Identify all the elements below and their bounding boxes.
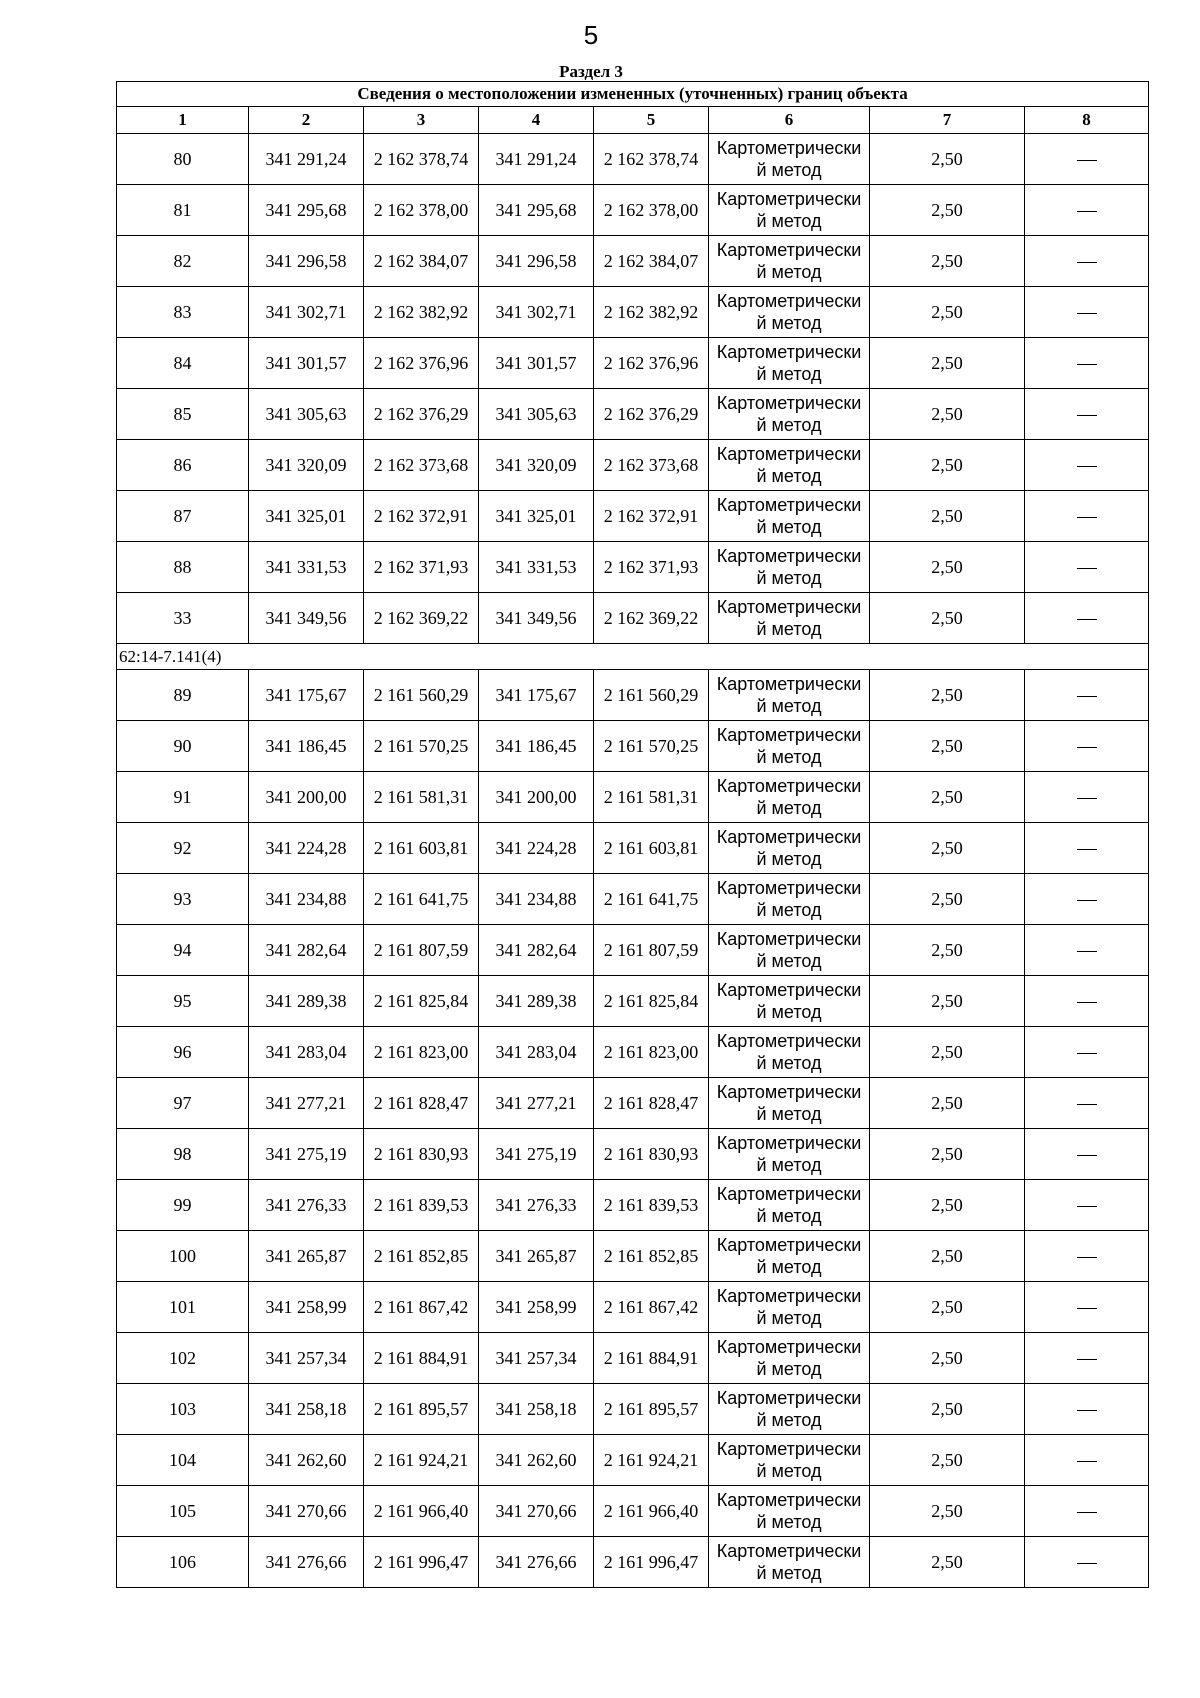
x-new-cell: 341 295,68 (479, 185, 594, 236)
method-cell: Картометрически й метод (709, 491, 870, 542)
accuracy-cell: 2,50 (870, 389, 1025, 440)
x-old-cell: 341 270,66 (249, 1486, 364, 1537)
x-new-cell: 341 200,00 (479, 772, 594, 823)
table-row (117, 1486, 1149, 1537)
x-new-cell: 341 331,53 (479, 542, 594, 593)
page-number: 5 (583, 20, 599, 50)
y-old-cell: 2 161 996,47 (364, 1537, 479, 1588)
x-new-cell: 341 276,33 (479, 1180, 594, 1231)
point-number-cell: 80 (117, 134, 249, 185)
x-new-cell: 341 289,38 (479, 976, 594, 1027)
x-new-cell: 341 234,88 (479, 874, 594, 925)
point-number-cell: 98 (117, 1129, 249, 1180)
x-old-cell: 341 262,60 (249, 1435, 364, 1486)
dash-mark (1077, 747, 1097, 748)
y-new-cell: 2 161 641,75 (594, 874, 709, 925)
y-new-cell: 2 161 823,00 (594, 1027, 709, 1078)
y-old-cell: 2 162 382,92 (364, 287, 479, 338)
y-old-cell: 2 162 373,68 (364, 440, 479, 491)
dash-mark (1077, 211, 1097, 212)
y-old-cell: 2 161 581,31 (364, 772, 479, 823)
point-number-cell: 104 (117, 1435, 249, 1486)
y-old-cell: 2 161 825,84 (364, 976, 479, 1027)
x-new-cell: 341 291,24 (479, 134, 594, 185)
method-cell: Картометрически й метод (709, 542, 870, 593)
y-old-cell: 2 161 884,91 (364, 1333, 479, 1384)
y-new-cell: 2 162 373,68 (594, 440, 709, 491)
y-old-cell: 2 162 378,74 (364, 134, 479, 185)
description-cell (1025, 491, 1149, 542)
dash-mark (1077, 849, 1097, 850)
dash-mark (1077, 1002, 1097, 1003)
accuracy-cell: 2,50 (870, 491, 1025, 542)
accuracy-cell: 2,50 (870, 772, 1025, 823)
x-new-cell: 341 320,09 (479, 440, 594, 491)
method-cell: Картометрически й метод (709, 1027, 870, 1078)
y-new-cell: 2 161 807,59 (594, 925, 709, 976)
dash-mark (1077, 364, 1097, 365)
point-number-cell: 96 (117, 1027, 249, 1078)
x-old-cell: 341 258,99 (249, 1282, 364, 1333)
method-cell: Картометрически й метод (709, 236, 870, 287)
y-old-cell: 2 162 378,00 (364, 185, 479, 236)
y-new-cell: 2 162 372,91 (594, 491, 709, 542)
table-row (117, 874, 1149, 925)
y-new-cell: 2 161 895,57 (594, 1384, 709, 1435)
description-cell (1025, 440, 1149, 491)
x-old-cell: 341 320,09 (249, 440, 364, 491)
table-row (117, 185, 1149, 236)
method-cell: Картометрически й метод (709, 721, 870, 772)
y-new-cell: 2 162 371,93 (594, 542, 709, 593)
y-new-cell: 2 161 867,42 (594, 1282, 709, 1333)
table-row (117, 389, 1149, 440)
x-new-cell: 341 224,28 (479, 823, 594, 874)
column-number-4: 4 (479, 107, 594, 134)
table-row (117, 1078, 1149, 1129)
x-old-cell: 341 258,18 (249, 1384, 364, 1435)
y-old-cell: 2 161 830,93 (364, 1129, 479, 1180)
method-cell: Картометрически й метод (709, 134, 870, 185)
column-number-1: 1 (117, 107, 249, 134)
table-row (117, 236, 1149, 287)
x-old-cell: 341 283,04 (249, 1027, 364, 1078)
method-cell: Картометрически й метод (709, 874, 870, 925)
y-new-cell: 2 161 924,21 (594, 1435, 709, 1486)
y-new-cell: 2 161 852,85 (594, 1231, 709, 1282)
point-number-cell: 90 (117, 721, 249, 772)
point-number-cell: 82 (117, 236, 249, 287)
table-row (117, 823, 1149, 874)
x-old-cell: 341 301,57 (249, 338, 364, 389)
column-number-5: 5 (594, 107, 709, 134)
y-new-cell: 2 161 996,47 (594, 1537, 709, 1588)
x-old-cell: 341 234,88 (249, 874, 364, 925)
point-number-cell: 94 (117, 925, 249, 976)
y-new-cell: 2 162 378,00 (594, 185, 709, 236)
dash-mark (1077, 619, 1097, 620)
column-number-row (117, 107, 1149, 134)
y-new-cell: 2 161 884,91 (594, 1333, 709, 1384)
x-new-cell: 341 186,45 (479, 721, 594, 772)
y-old-cell: 2 162 384,07 (364, 236, 479, 287)
accuracy-cell: 2,50 (870, 1435, 1025, 1486)
x-new-cell: 341 270,66 (479, 1486, 594, 1537)
accuracy-cell: 2,50 (870, 874, 1025, 925)
x-old-cell: 341 331,53 (249, 542, 364, 593)
dash-mark (1077, 1308, 1097, 1309)
y-old-cell: 2 162 372,91 (364, 491, 479, 542)
dash-mark (1077, 900, 1097, 901)
description-cell (1025, 1078, 1149, 1129)
dash-mark (1077, 1563, 1097, 1564)
accuracy-cell: 2,50 (870, 1333, 1025, 1384)
table-row (117, 1333, 1149, 1384)
x-new-cell: 341 282,64 (479, 925, 594, 976)
y-old-cell: 2 161 807,59 (364, 925, 479, 976)
description-cell (1025, 1282, 1149, 1333)
description-cell (1025, 1129, 1149, 1180)
method-cell: Картометрически й метод (709, 185, 870, 236)
description-cell (1025, 134, 1149, 185)
description-cell (1025, 1435, 1149, 1486)
group-label: 62:14-7.141(4) (117, 644, 1149, 670)
table-row (117, 440, 1149, 491)
x-new-cell: 341 257,34 (479, 1333, 594, 1384)
x-new-cell: 341 302,71 (479, 287, 594, 338)
x-new-cell: 341 175,67 (479, 670, 594, 721)
column-number-3: 3 (364, 107, 479, 134)
method-cell: Картометрически й метод (709, 287, 870, 338)
y-new-cell: 2 162 376,29 (594, 389, 709, 440)
accuracy-cell: 2,50 (870, 1384, 1025, 1435)
y-new-cell: 2 162 378,74 (594, 134, 709, 185)
group-row (117, 644, 1149, 670)
y-old-cell: 2 161 966,40 (364, 1486, 479, 1537)
y-old-cell: 2 161 839,53 (364, 1180, 479, 1231)
table-row (117, 542, 1149, 593)
table-row (117, 1537, 1149, 1588)
description-cell (1025, 338, 1149, 389)
x-new-cell: 341 275,19 (479, 1129, 594, 1180)
column-number-2: 2 (249, 107, 364, 134)
point-number-cell: 91 (117, 772, 249, 823)
method-cell: Картометрически й метод (709, 1435, 870, 1486)
x-old-cell: 341 289,38 (249, 976, 364, 1027)
description-cell (1025, 721, 1149, 772)
accuracy-cell: 2,50 (870, 1078, 1025, 1129)
accuracy-cell: 2,50 (870, 1282, 1025, 1333)
x-old-cell: 341 275,19 (249, 1129, 364, 1180)
y-new-cell: 2 162 376,96 (594, 338, 709, 389)
accuracy-cell: 2,50 (870, 236, 1025, 287)
point-number-cell: 84 (117, 338, 249, 389)
accuracy-cell: 2,50 (870, 542, 1025, 593)
y-new-cell: 2 161 570,25 (594, 721, 709, 772)
point-number-cell: 88 (117, 542, 249, 593)
accuracy-cell: 2,50 (870, 1027, 1025, 1078)
point-number-cell: 81 (117, 185, 249, 236)
x-old-cell: 341 349,56 (249, 593, 364, 644)
method-cell: Картометрически й метод (709, 440, 870, 491)
dash-mark (1077, 466, 1097, 467)
y-old-cell: 2 162 376,96 (364, 338, 479, 389)
y-old-cell: 2 161 895,57 (364, 1384, 479, 1435)
accuracy-cell: 2,50 (870, 976, 1025, 1027)
point-number-cell: 101 (117, 1282, 249, 1333)
x-old-cell: 341 265,87 (249, 1231, 364, 1282)
accuracy-cell: 2,50 (870, 1486, 1025, 1537)
table-row (117, 1180, 1149, 1231)
point-number-cell: 87 (117, 491, 249, 542)
description-cell (1025, 1180, 1149, 1231)
x-new-cell: 341 296,58 (479, 236, 594, 287)
y-old-cell: 2 161 823,00 (364, 1027, 479, 1078)
dash-mark (1077, 1053, 1097, 1054)
y-old-cell: 2 162 371,93 (364, 542, 479, 593)
accuracy-cell: 2,50 (870, 925, 1025, 976)
x-old-cell: 341 200,00 (249, 772, 364, 823)
accuracy-cell: 2,50 (870, 338, 1025, 389)
point-number-cell: 102 (117, 1333, 249, 1384)
table-row (117, 925, 1149, 976)
description-cell (1025, 1231, 1149, 1282)
description-cell (1025, 236, 1149, 287)
point-number-cell: 89 (117, 670, 249, 721)
method-cell: Картометрически й метод (709, 1282, 870, 1333)
table-row (117, 721, 1149, 772)
description-cell (1025, 976, 1149, 1027)
point-number-cell: 93 (117, 874, 249, 925)
dash-mark (1077, 517, 1097, 518)
description-cell (1025, 925, 1149, 976)
dash-mark (1077, 160, 1097, 161)
dash-mark (1077, 415, 1097, 416)
column-number-8: 8 (1025, 107, 1149, 134)
accuracy-cell: 2,50 (870, 721, 1025, 772)
x-old-cell: 341 302,71 (249, 287, 364, 338)
y-new-cell: 2 161 560,29 (594, 670, 709, 721)
dash-mark (1077, 313, 1097, 314)
boundary-points-table (116, 81, 1149, 1588)
y-new-cell: 2 161 830,93 (594, 1129, 709, 1180)
y-new-cell: 2 162 369,22 (594, 593, 709, 644)
method-cell: Картометрически й метод (709, 1180, 870, 1231)
y-old-cell: 2 161 828,47 (364, 1078, 479, 1129)
method-cell: Картометрически й метод (709, 1333, 870, 1384)
section-title: Раздел 3 (559, 62, 623, 81)
x-old-cell: 341 282,64 (249, 925, 364, 976)
dash-mark (1077, 696, 1097, 697)
y-new-cell: 2 161 603,81 (594, 823, 709, 874)
accuracy-cell: 2,50 (870, 670, 1025, 721)
table-row (117, 1384, 1149, 1435)
accuracy-cell: 2,50 (870, 1231, 1025, 1282)
x-new-cell: 341 276,66 (479, 1537, 594, 1588)
x-old-cell: 341 291,24 (249, 134, 364, 185)
dash-mark (1077, 1155, 1097, 1156)
point-number-cell: 99 (117, 1180, 249, 1231)
description-cell (1025, 670, 1149, 721)
y-old-cell: 2 161 641,75 (364, 874, 479, 925)
table-row (117, 1027, 1149, 1078)
x-old-cell: 341 276,33 (249, 1180, 364, 1231)
x-new-cell: 341 349,56 (479, 593, 594, 644)
x-new-cell: 341 283,04 (479, 1027, 594, 1078)
dash-mark (1077, 1104, 1097, 1105)
method-cell: Картометрически й метод (709, 823, 870, 874)
table-row (117, 593, 1149, 644)
dash-mark (1077, 1206, 1097, 1207)
table-row (117, 1282, 1149, 1333)
description-cell (1025, 287, 1149, 338)
method-cell: Картометрически й метод (709, 389, 870, 440)
method-cell: Картометрически й метод (709, 1486, 870, 1537)
y-new-cell: 2 162 382,92 (594, 287, 709, 338)
dash-mark (1077, 798, 1097, 799)
point-number-cell: 85 (117, 389, 249, 440)
table-caption: Сведения о местоположении измененных (уточненных) границ объекта (117, 82, 1149, 107)
x-new-cell: 341 277,21 (479, 1078, 594, 1129)
method-cell: Картометрически й метод (709, 338, 870, 389)
x-old-cell: 341 295,68 (249, 185, 364, 236)
description-cell (1025, 542, 1149, 593)
dash-mark (1077, 1359, 1097, 1360)
x-old-cell: 341 277,21 (249, 1078, 364, 1129)
description-cell (1025, 593, 1149, 644)
point-number-cell: 100 (117, 1231, 249, 1282)
description-cell (1025, 1486, 1149, 1537)
description-cell (1025, 874, 1149, 925)
description-cell (1025, 1333, 1149, 1384)
y-old-cell: 2 162 369,22 (364, 593, 479, 644)
y-old-cell: 2 161 560,29 (364, 670, 479, 721)
accuracy-cell: 2,50 (870, 287, 1025, 338)
y-old-cell: 2 161 570,25 (364, 721, 479, 772)
x-new-cell: 341 305,63 (479, 389, 594, 440)
accuracy-cell: 2,50 (870, 1537, 1025, 1588)
dash-mark (1077, 1512, 1097, 1513)
x-new-cell: 341 301,57 (479, 338, 594, 389)
dash-mark (1077, 1257, 1097, 1258)
x-old-cell: 341 175,67 (249, 670, 364, 721)
x-new-cell: 341 262,60 (479, 1435, 594, 1486)
point-number-cell: 95 (117, 976, 249, 1027)
point-number-cell: 33 (117, 593, 249, 644)
accuracy-cell: 2,50 (870, 185, 1025, 236)
point-number-cell: 92 (117, 823, 249, 874)
y-new-cell: 2 161 825,84 (594, 976, 709, 1027)
description-cell (1025, 1384, 1149, 1435)
description-cell (1025, 1537, 1149, 1588)
method-cell: Картометрически й метод (709, 1537, 870, 1588)
y-old-cell: 2 161 852,85 (364, 1231, 479, 1282)
dash-mark (1077, 262, 1097, 263)
x-old-cell: 341 186,45 (249, 721, 364, 772)
accuracy-cell: 2,50 (870, 1180, 1025, 1231)
method-cell: Картометрически й метод (709, 1078, 870, 1129)
x-old-cell: 341 296,58 (249, 236, 364, 287)
table-row (117, 772, 1149, 823)
point-number-cell: 86 (117, 440, 249, 491)
point-number-cell: 103 (117, 1384, 249, 1435)
table-body (117, 134, 1149, 1588)
y-old-cell: 2 161 603,81 (364, 823, 479, 874)
table-row (117, 491, 1149, 542)
method-cell: Картометрически й метод (709, 976, 870, 1027)
method-cell: Картометрически й метод (709, 772, 870, 823)
x-new-cell: 341 258,18 (479, 1384, 594, 1435)
table-row (117, 1435, 1149, 1486)
x-old-cell: 341 224,28 (249, 823, 364, 874)
point-number-cell: 97 (117, 1078, 249, 1129)
dash-mark (1077, 1410, 1097, 1411)
y-old-cell: 2 162 376,29 (364, 389, 479, 440)
point-number-cell: 106 (117, 1537, 249, 1588)
description-cell (1025, 772, 1149, 823)
table-row (117, 1231, 1149, 1282)
x-new-cell: 341 258,99 (479, 1282, 594, 1333)
method-cell: Картометрически й метод (709, 670, 870, 721)
y-old-cell: 2 161 867,42 (364, 1282, 479, 1333)
table-row (117, 338, 1149, 389)
dash-mark (1077, 1461, 1097, 1462)
dash-mark (1077, 568, 1097, 569)
table-row (117, 1129, 1149, 1180)
column-number-7: 7 (870, 107, 1025, 134)
x-old-cell: 341 257,34 (249, 1333, 364, 1384)
table-row (117, 976, 1149, 1027)
y-new-cell: 2 162 384,07 (594, 236, 709, 287)
table-row (117, 287, 1149, 338)
method-cell: Картометрически й метод (709, 925, 870, 976)
method-cell: Картометрически й метод (709, 1384, 870, 1435)
point-number-cell: 83 (117, 287, 249, 338)
x-new-cell: 341 265,87 (479, 1231, 594, 1282)
x-old-cell: 341 325,01 (249, 491, 364, 542)
column-number-6: 6 (709, 107, 870, 134)
accuracy-cell: 2,50 (870, 1129, 1025, 1180)
description-cell (1025, 185, 1149, 236)
x-new-cell: 341 325,01 (479, 491, 594, 542)
point-number-cell: 105 (117, 1486, 249, 1537)
accuracy-cell: 2,50 (870, 593, 1025, 644)
description-cell (1025, 1027, 1149, 1078)
accuracy-cell: 2,50 (870, 823, 1025, 874)
y-new-cell: 2 161 966,40 (594, 1486, 709, 1537)
dash-mark (1077, 951, 1097, 952)
x-old-cell: 341 305,63 (249, 389, 364, 440)
y-new-cell: 2 161 581,31 (594, 772, 709, 823)
y-new-cell: 2 161 839,53 (594, 1180, 709, 1231)
method-cell: Картометрически й метод (709, 593, 870, 644)
y-old-cell: 2 161 924,21 (364, 1435, 479, 1486)
x-old-cell: 341 276,66 (249, 1537, 364, 1588)
description-cell (1025, 823, 1149, 874)
y-new-cell: 2 161 828,47 (594, 1078, 709, 1129)
table-row (117, 670, 1149, 721)
method-cell: Картометрически й метод (709, 1231, 870, 1282)
table-row (117, 134, 1149, 185)
accuracy-cell: 2,50 (870, 134, 1025, 185)
description-cell (1025, 389, 1149, 440)
accuracy-cell: 2,50 (870, 440, 1025, 491)
method-cell: Картометрически й метод (709, 1129, 870, 1180)
